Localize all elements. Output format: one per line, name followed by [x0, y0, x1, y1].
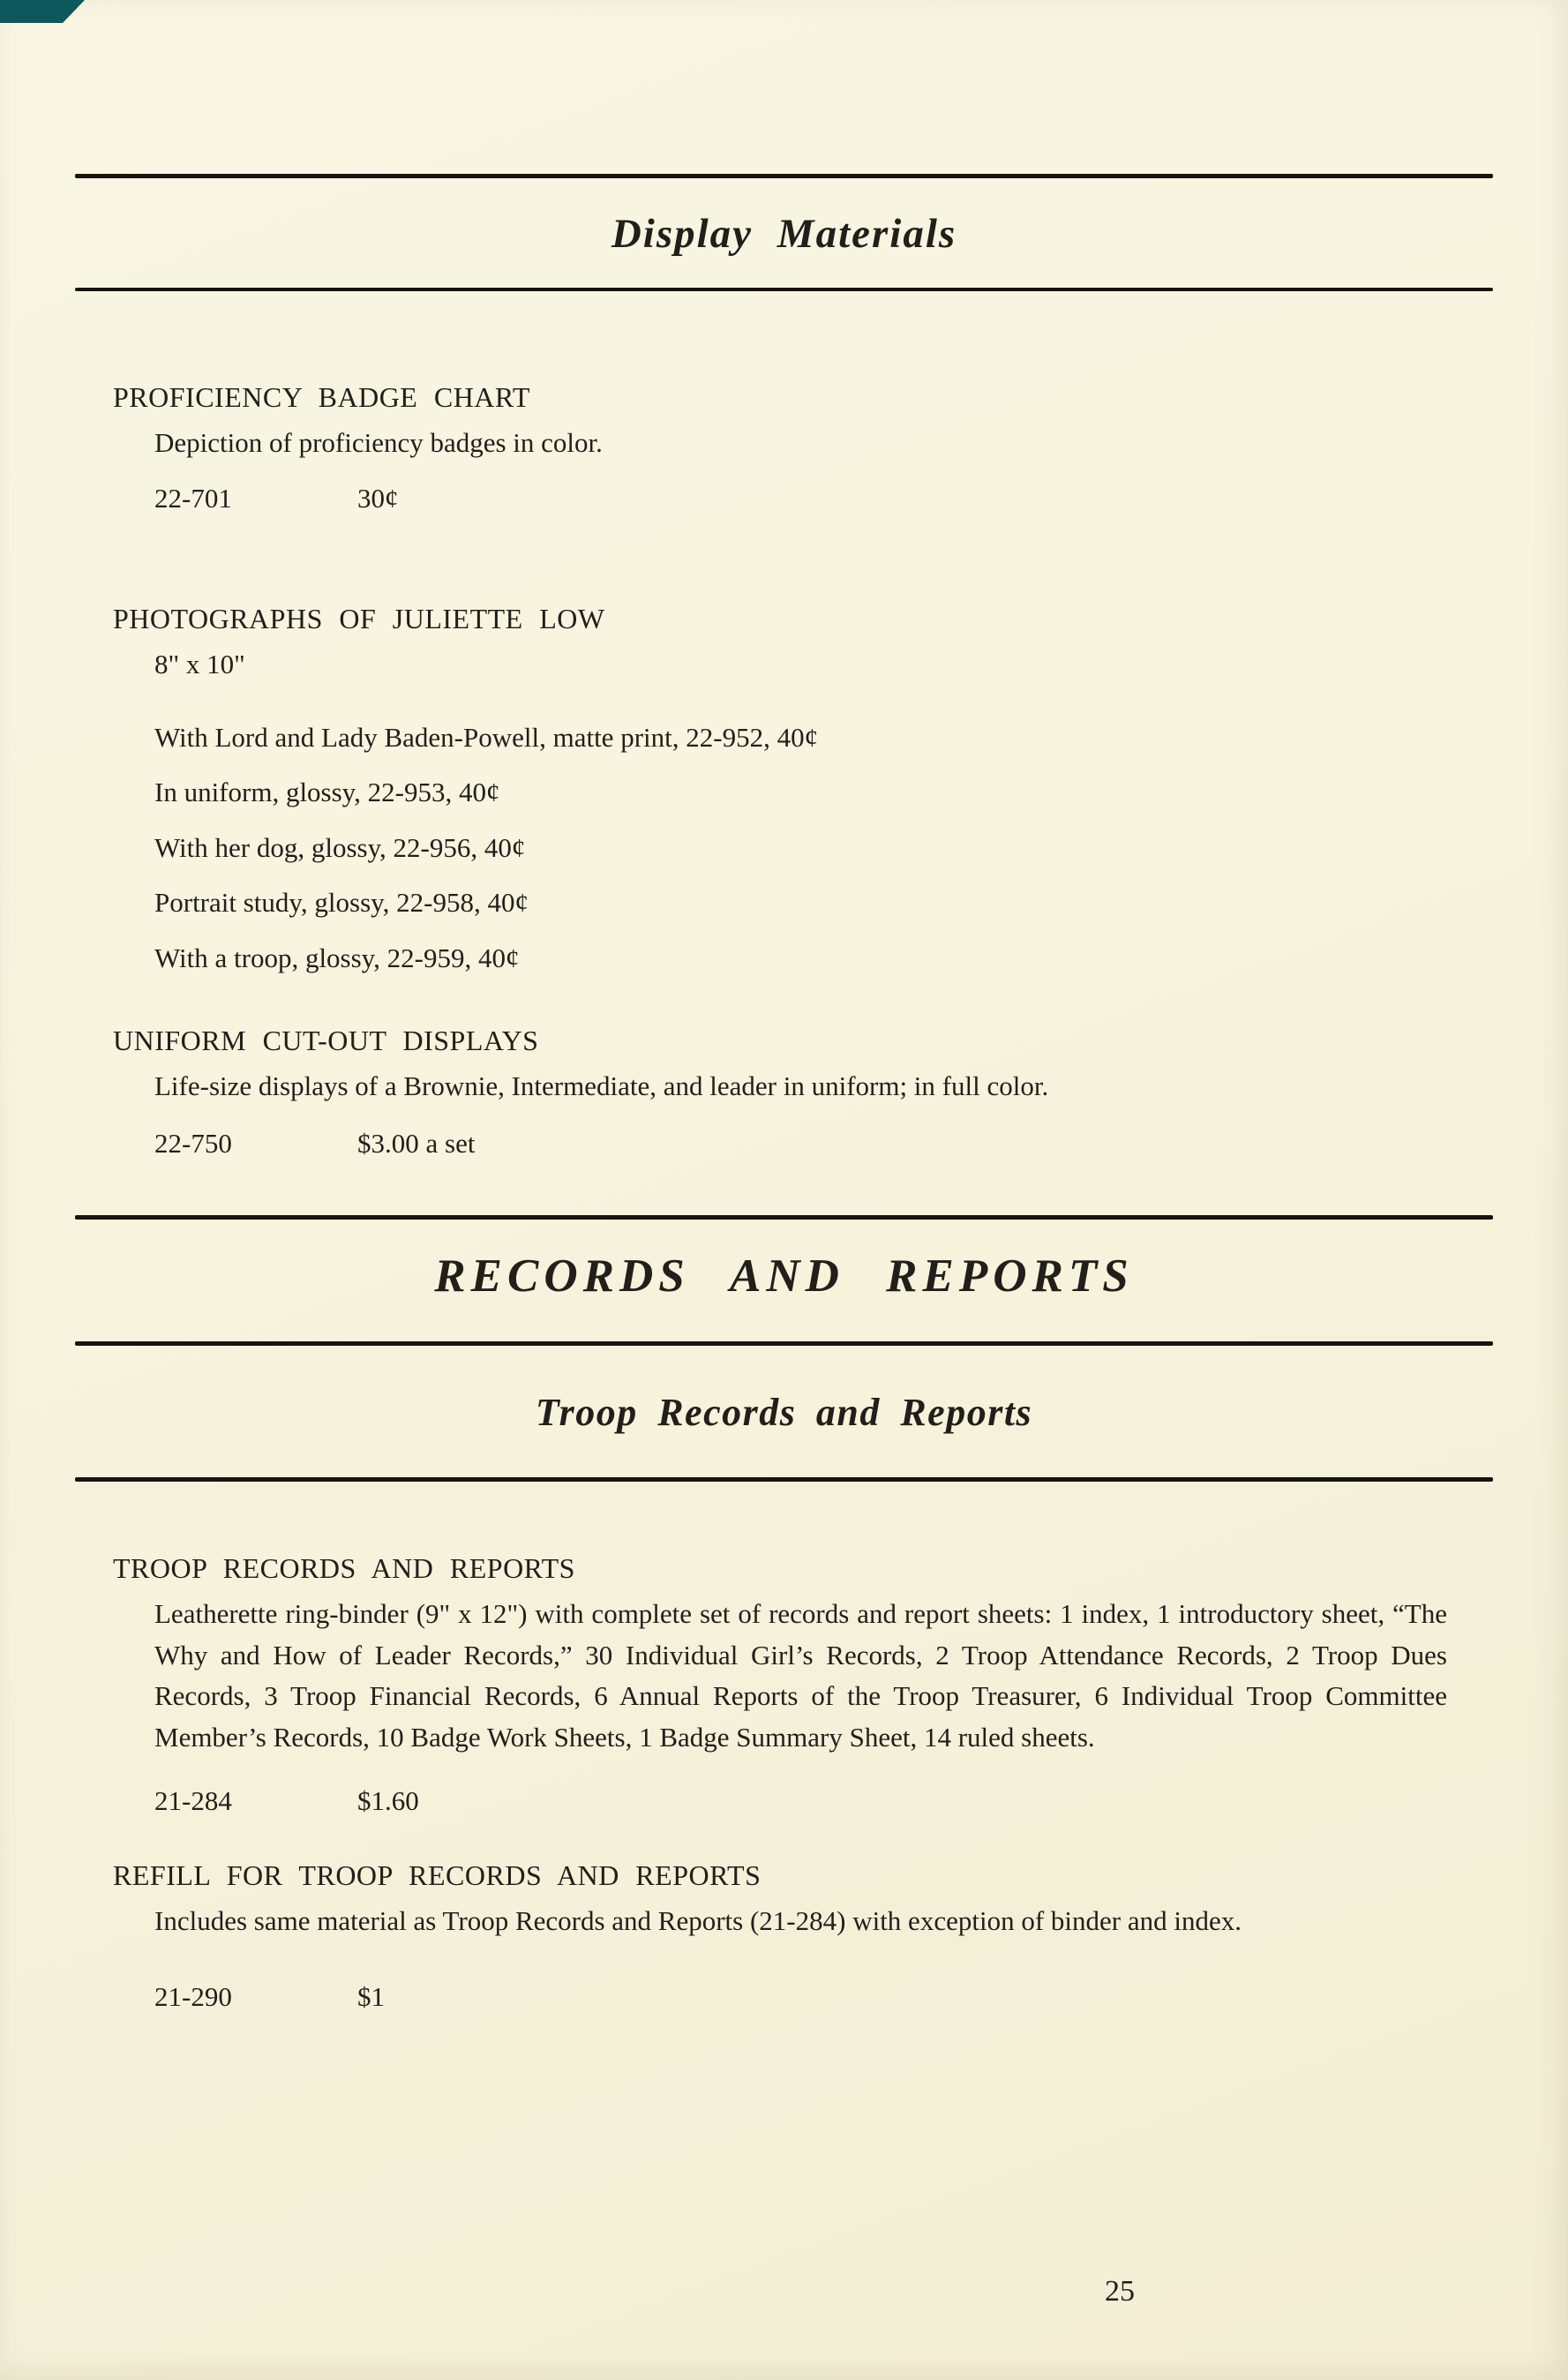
item-number: 22-701: [154, 482, 232, 514]
page-number: 25: [1105, 2275, 1135, 2308]
item-price: $3.00 a set: [357, 1127, 476, 1159]
price-row: [154, 1123, 1493, 1165]
price-row: [154, 478, 1493, 520]
page-content: [0, 174, 1568, 2018]
item-heading: REFILL FOR TROOP RECORDS AND REPORTS: [113, 1858, 761, 1891]
price-row: [154, 1781, 1493, 1822]
photo-list-item: With Lord and Lady Baden-Powell, matte print, 22-952, 40¢: [154, 721, 819, 753]
item-number: 21-290: [154, 1981, 232, 2012]
horizontal-rule: [75, 1477, 1493, 1482]
page-title: Display Materials: [611, 211, 957, 257]
horizontal-rule: [75, 1341, 1493, 1346]
photo-list-item: With her dog, glossy, 22-956, 40¢: [154, 831, 526, 863]
item-price: 30¢: [357, 482, 399, 514]
photo-list-item: Portrait study, glossy, 22-958, 40¢: [154, 887, 529, 918]
item-heading: PROFICIENCY BADGE CHART: [113, 381, 530, 413]
section-proficiency-badge-chart: [75, 381, 1493, 519]
photo-list-item: In uniform, glossy, 22-953, 40¢: [154, 777, 500, 807]
section-troop-records-and-reports: [75, 1552, 1493, 1822]
item-heading: TROOP RECORDS AND REPORTS: [113, 1552, 575, 1584]
item-number: 22-750: [154, 1127, 232, 1159]
records-and-reports-title: RECORDS AND REPORTS: [434, 1250, 1134, 1302]
item-heading: PHOTOGRAPHS OF JULIETTE LOW: [113, 603, 605, 634]
section-uniform-cutout-displays: [75, 1025, 1493, 1164]
section-photographs-juliette-low: [75, 603, 1493, 979]
troop-records-subtitle: Troop Records and Reports: [535, 1391, 1033, 1434]
item-number: 21-284: [154, 1785, 232, 1816]
item-description: Leatherette ring-binder (9" x 12") with complete set of records and report sheets: 1 index, 1 introductory sheet, “The Why and How of Leader Records,” 30 Individual Girl’s Records, 2 Troop Attendance Records, 2 Troop Dues Records, 3 Troop Financial Records, 6 Annual Reports of the Troop Treasurer, 6 Individual Troop Committee Member’s Records, 10 Badge Work Sheets, 1 Badge Summary Sheet, 14 ruled sheets.: [154, 1598, 1447, 1753]
photo-list-item: With a troop, glossy, 22-959, 40¢: [154, 942, 520, 973]
horizontal-rule: [75, 288, 1493, 291]
item-size: 8" x 10": [154, 649, 245, 679]
section-refill-troop-records: [75, 1859, 1493, 2018]
item-description: Depiction of proficiency badges in color.: [154, 427, 603, 458]
horizontal-rule: [75, 1215, 1493, 1220]
scan-corner-artifact: [0, 0, 85, 23]
item-description: Includes same material as Troop Records and Reports (21-284) with exception of binder and index.: [154, 1904, 1242, 1936]
item-description: Life-size displays of a Brownie, Intermediate, and leader in uniform; in full color.: [154, 1070, 1049, 1101]
horizontal-rule: [75, 174, 1493, 178]
price-row: [154, 1977, 1493, 2018]
item-price: $1.60: [357, 1785, 419, 1816]
item-heading: UNIFORM CUT-OUT DISPLAYS: [113, 1025, 539, 1056]
item-price: $1: [357, 1981, 385, 2012]
